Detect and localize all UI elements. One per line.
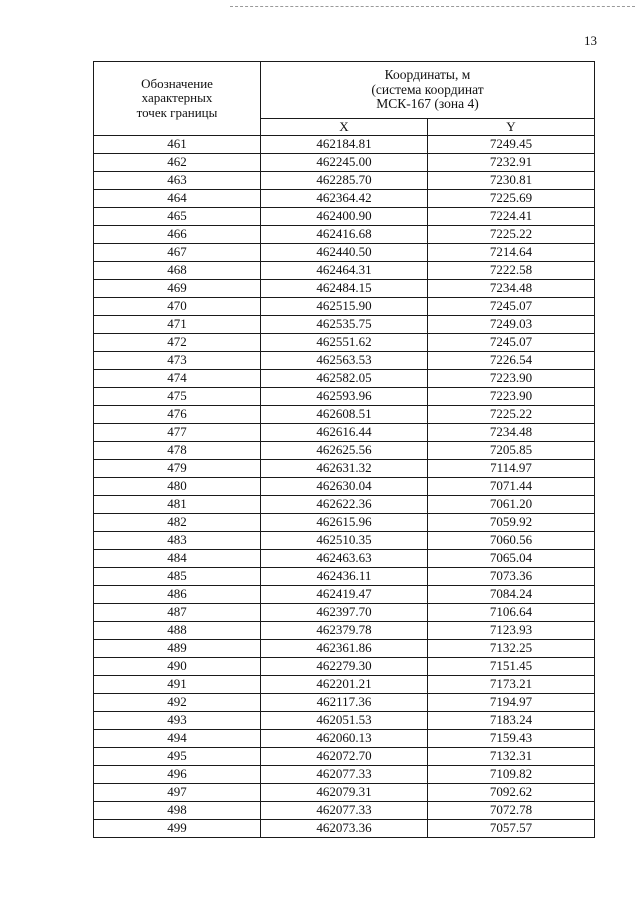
x-coordinate-cell: 462245.00 [261, 154, 428, 172]
y-coordinate-cell: 7092.62 [428, 784, 595, 802]
point-cell: 479 [94, 460, 261, 478]
y-coordinate-cell: 7245.07 [428, 334, 595, 352]
y-coordinate-cell: 7224.41 [428, 208, 595, 226]
y-coordinate-cell: 7222.58 [428, 262, 595, 280]
x-coordinate-cell: 462631.32 [261, 460, 428, 478]
x-coordinate-cell: 462364.42 [261, 190, 428, 208]
x-coordinate-cell: 462184.81 [261, 136, 428, 154]
x-coordinate-cell: 462077.33 [261, 766, 428, 784]
coordinates-table [93, 61, 595, 838]
x-coordinate-cell: 462285.70 [261, 172, 428, 190]
table-row [94, 442, 595, 460]
coords-label-line: МСК-167 (зона 4) [376, 96, 479, 112]
table-row [94, 784, 595, 802]
y-coordinate-cell: 7223.90 [428, 388, 595, 406]
y-coordinate-cell: 7106.64 [428, 604, 595, 622]
table-row [94, 388, 595, 406]
x-coordinate-cell: 462397.70 [261, 604, 428, 622]
y-coordinate-cell: 7132.31 [428, 748, 595, 766]
point-cell: 483 [94, 532, 261, 550]
point-cell: 476 [94, 406, 261, 424]
x-coordinate-cell: 462416.68 [261, 226, 428, 244]
coords-label-line: Координаты, м [384, 66, 471, 82]
table-row [94, 514, 595, 532]
coordinates-header [261, 62, 595, 119]
point-cell: 461 [94, 136, 261, 154]
x-coordinate-cell: 462625.56 [261, 442, 428, 460]
x-coordinate-cell: 462117.36 [261, 694, 428, 712]
point-cell: 481 [94, 496, 261, 514]
point-cell: 496 [94, 766, 261, 784]
x-coordinate-cell: 462440.50 [261, 244, 428, 262]
y-coordinate-cell: 7057.57 [428, 820, 595, 838]
table-row [94, 496, 595, 514]
table-row [94, 478, 595, 496]
x-coordinate-cell: 462060.13 [261, 730, 428, 748]
point-cell: 488 [94, 622, 261, 640]
y-coordinate-cell: 7151.45 [428, 658, 595, 676]
x-coordinate-cell: 462515.90 [261, 298, 428, 316]
point-cell: 486 [94, 586, 261, 604]
x-coordinate-cell: 462279.30 [261, 658, 428, 676]
y-coordinate-cell: 7249.03 [428, 316, 595, 334]
table-row [94, 244, 595, 262]
x-coordinate-cell: 462622.36 [261, 496, 428, 514]
point-cell: 478 [94, 442, 261, 460]
x-coordinate-cell: 462361.86 [261, 640, 428, 658]
table-row [94, 658, 595, 676]
y-coordinate-cell: 7249.45 [428, 136, 595, 154]
y-coordinate-cell: 7234.48 [428, 280, 595, 298]
point-cell: 467 [94, 244, 261, 262]
y-coordinate-cell: 7223.90 [428, 370, 595, 388]
top-scan-rule [230, 6, 635, 7]
table-row [94, 424, 595, 442]
page-number: 13 [584, 33, 597, 48]
x-coordinate-cell: 462419.47 [261, 586, 428, 604]
table-row [94, 640, 595, 658]
y-coordinate-cell: 7114.97 [428, 460, 595, 478]
x-coordinate-cell: 462436.11 [261, 568, 428, 586]
point-cell: 477 [94, 424, 261, 442]
y-coordinate-cell: 7225.69 [428, 190, 595, 208]
table-row [94, 532, 595, 550]
table-row [94, 550, 595, 568]
point-cell: 470 [94, 298, 261, 316]
table-row [94, 568, 595, 586]
x-coordinate-cell: 462551.62 [261, 334, 428, 352]
y-coordinate-cell: 7214.64 [428, 244, 595, 262]
table-row [94, 730, 595, 748]
y-coordinate-cell: 7084.24 [428, 586, 595, 604]
x-coordinate-cell: 462484.15 [261, 280, 428, 298]
table-header [94, 62, 595, 136]
table-row [94, 172, 595, 190]
y-coordinate-cell: 7123.93 [428, 622, 595, 640]
x-coordinate-cell: 462400.90 [261, 208, 428, 226]
point-cell: 490 [94, 658, 261, 676]
y-coordinate-cell: 7194.97 [428, 694, 595, 712]
point-cell: 498 [94, 802, 261, 820]
y-coordinate-cell: 7071.44 [428, 478, 595, 496]
table-row [94, 280, 595, 298]
x-coordinate-cell: 462593.96 [261, 388, 428, 406]
x-coordinate-cell: 462615.96 [261, 514, 428, 532]
x-coordinate-cell: 462582.05 [261, 370, 428, 388]
x-coordinate-cell: 462630.04 [261, 478, 428, 496]
y-coordinate-cell: 7245.07 [428, 298, 595, 316]
y-coordinate-cell: 7226.54 [428, 352, 595, 370]
point-cell: 492 [94, 694, 261, 712]
point-cell: 487 [94, 604, 261, 622]
x-coordinate-cell: 462073.36 [261, 820, 428, 838]
point-label-line: точек границы [136, 104, 218, 120]
x-coordinate-cell: 462510.35 [261, 532, 428, 550]
y-coordinate-cell: 7183.24 [428, 712, 595, 730]
table-row [94, 370, 595, 388]
y-coordinate-cell: 7225.22 [428, 406, 595, 424]
table-row [94, 604, 595, 622]
x-coordinate-cell: 462608.51 [261, 406, 428, 424]
point-cell: 494 [94, 730, 261, 748]
x-coordinate-cell: 462535.75 [261, 316, 428, 334]
y-coordinate-cell: 7159.43 [428, 730, 595, 748]
table-row [94, 262, 595, 280]
point-cell: 480 [94, 478, 261, 496]
point-cell: 475 [94, 388, 261, 406]
x-coordinate-cell: 462463.63 [261, 550, 428, 568]
y-coordinate-cell: 7073.36 [428, 568, 595, 586]
y-coordinate-cell: 7059.92 [428, 514, 595, 532]
x-coordinate-cell: 462201.21 [261, 676, 428, 694]
x-coordinate-cell: 462379.78 [261, 622, 428, 640]
table-row [94, 316, 595, 334]
point-cell: 464 [94, 190, 261, 208]
point-label-header [94, 62, 261, 136]
y-coordinate-cell: 7065.04 [428, 550, 595, 568]
point-cell: 499 [94, 820, 261, 838]
point-label-line: характерных [141, 90, 213, 106]
x-coordinate-cell: 462616.44 [261, 424, 428, 442]
table-row [94, 676, 595, 694]
point-cell: 462 [94, 154, 261, 172]
table-row [94, 694, 595, 712]
point-cell: 489 [94, 640, 261, 658]
table-row [94, 460, 595, 478]
table-row [94, 406, 595, 424]
table-row [94, 766, 595, 784]
x-coordinate-cell: 462464.31 [261, 262, 428, 280]
point-cell: 471 [94, 316, 261, 334]
table-body [94, 136, 595, 838]
table-row [94, 136, 595, 154]
point-cell: 482 [94, 514, 261, 532]
y-column-header: Y [428, 119, 595, 136]
point-cell: 497 [94, 784, 261, 802]
point-cell: 493 [94, 712, 261, 730]
point-cell: 465 [94, 208, 261, 226]
x-coordinate-cell: 462563.53 [261, 352, 428, 370]
point-cell: 466 [94, 226, 261, 244]
y-coordinate-cell: 7230.81 [428, 172, 595, 190]
y-coordinate-cell: 7234.48 [428, 424, 595, 442]
table-row [94, 712, 595, 730]
y-coordinate-cell: 7060.56 [428, 532, 595, 550]
x-coordinate-cell: 462051.53 [261, 712, 428, 730]
point-cell: 485 [94, 568, 261, 586]
table-row [94, 154, 595, 172]
point-cell: 463 [94, 172, 261, 190]
point-cell: 468 [94, 262, 261, 280]
table-row [94, 334, 595, 352]
x-coordinate-cell: 462072.70 [261, 748, 428, 766]
y-coordinate-cell: 7225.22 [428, 226, 595, 244]
coords-label-line: (система координат [371, 81, 484, 97]
table-row [94, 748, 595, 766]
table-row [94, 298, 595, 316]
y-coordinate-cell: 7072.78 [428, 802, 595, 820]
point-cell: 495 [94, 748, 261, 766]
table-row [94, 622, 595, 640]
y-coordinate-cell: 7061.20 [428, 496, 595, 514]
y-coordinate-cell: 7132.25 [428, 640, 595, 658]
table-row [94, 802, 595, 820]
table-row [94, 208, 595, 226]
x-column-header: X [261, 119, 428, 136]
point-cell: 473 [94, 352, 261, 370]
point-cell: 474 [94, 370, 261, 388]
x-coordinate-cell: 462079.31 [261, 784, 428, 802]
table-row [94, 820, 595, 838]
x-coordinate-cell: 462077.33 [261, 802, 428, 820]
y-coordinate-cell: 7109.82 [428, 766, 595, 784]
y-coordinate-cell: 7205.85 [428, 442, 595, 460]
table-row [94, 352, 595, 370]
point-cell: 469 [94, 280, 261, 298]
y-coordinate-cell: 7173.21 [428, 676, 595, 694]
table-row [94, 226, 595, 244]
table-row [94, 190, 595, 208]
y-coordinate-cell: 7232.91 [428, 154, 595, 172]
point-cell: 491 [94, 676, 261, 694]
point-label-line: Обозначение [141, 76, 213, 92]
point-cell: 472 [94, 334, 261, 352]
table-row [94, 586, 595, 604]
point-cell: 484 [94, 550, 261, 568]
